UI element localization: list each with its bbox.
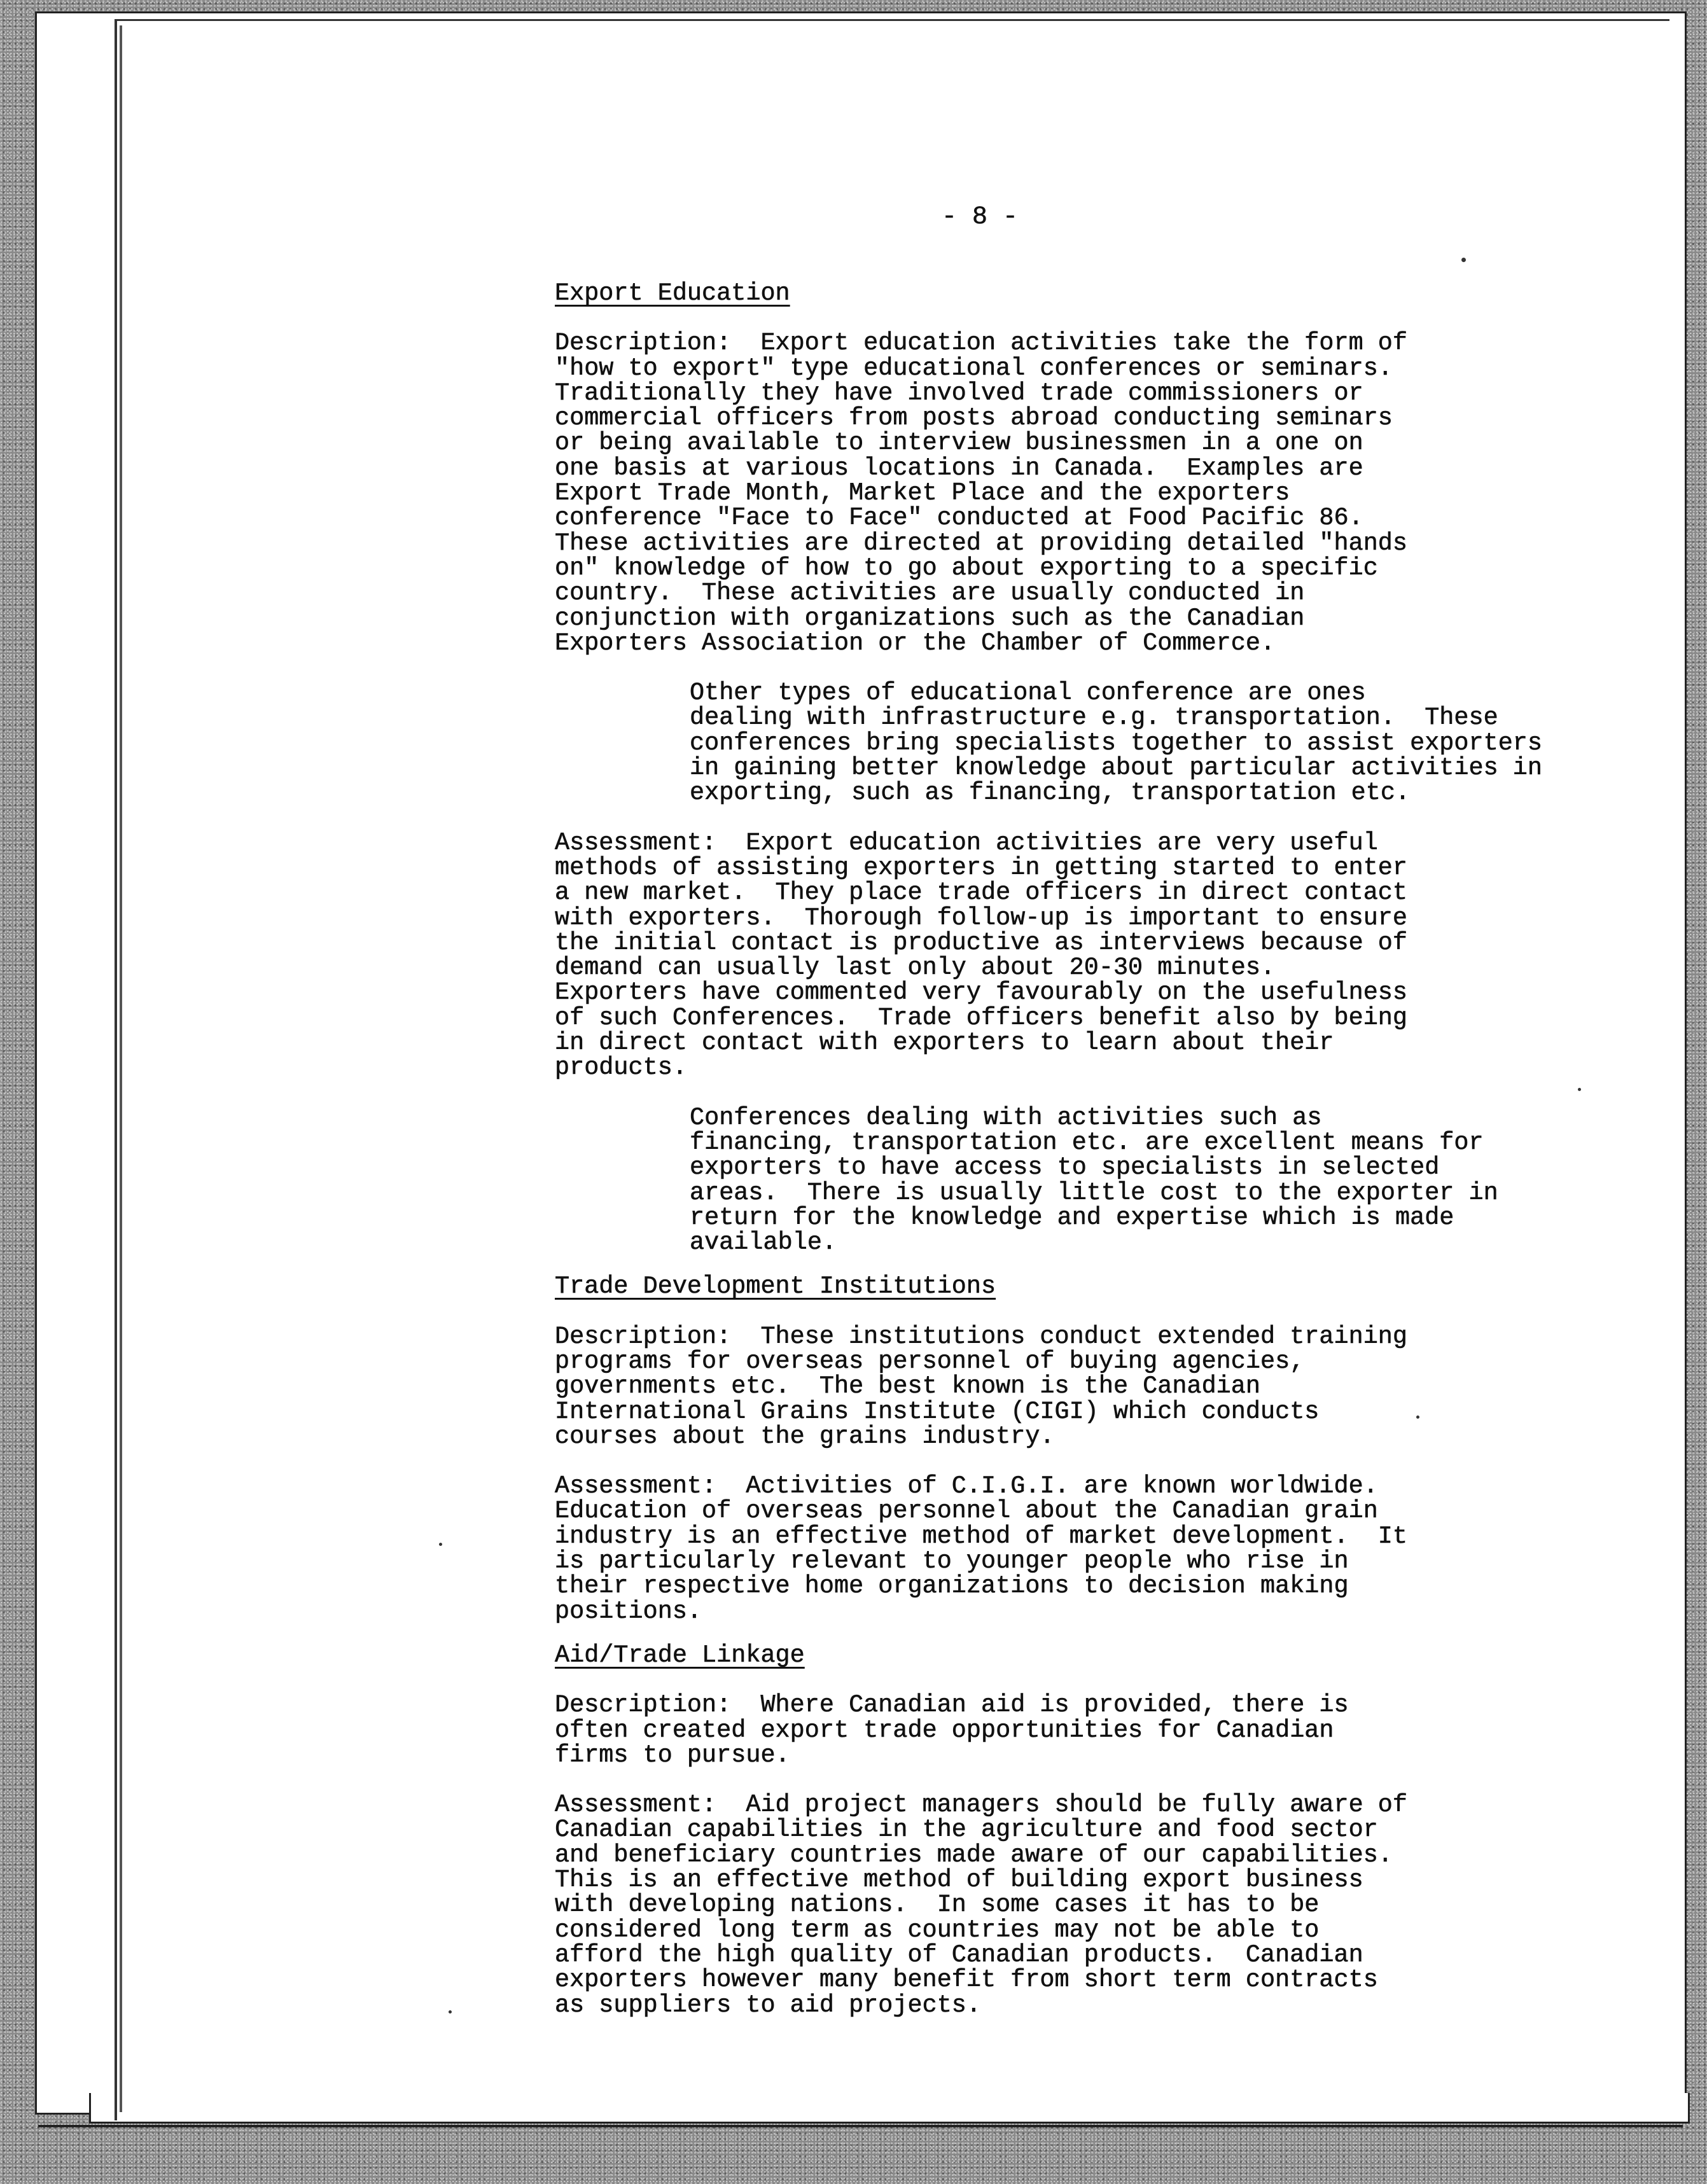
section-aid-trade-linkage [555,1643,1433,2018]
scan-speck [1578,1088,1581,1091]
section-heading: Aid/Trade Linkage [555,1641,805,1669]
body-paragraph: Conferences dealing with activities such as financing, transportation etc. are excellent means for exporters to have access to specialists in selected areas. There is usually little cost to the exporter in return for the knowledge and expertise which is made available. [690,1103,1498,1257]
assessment-paragraph: Assessment: Aid project managers should be fully aware of Canadian capabilities in the agriculture and food sector and beneficiary countries made aware of our capabilities. This is an effective method of building export business with developing nations. In some cases it has to be considered long term as countries may not be able to afford the high quality of Canadian products. Canadian exporters however many benefit from short term contracts as suppliers to aid projects. [555,1791,1408,2019]
section-heading: Trade Development Institutions [555,1272,996,1301]
assessment-paragraph: Assessment: Export education activities are very useful methods of assisting exporters in getting started to enter a new market. They place trade officers in direct contact with exporters. Thorough follow-up is important to ensure the initial contact is productive as interviews because of demand can usually last only about 20-30 minutes. Exporters have commented very favourably on the usefulness of such Conferences. Trade officers benefit also by being in direct contact with exporters to learn about their products. [555,828,1408,1082]
page-bottom-edge [38,2125,1683,2127]
body-paragraph: Other types of educational conference are ones dealing with infrastructure e.g. transportation. These conferences bring specialists together to assist exporters in gaining better knowledge about particular activities in exporting, such as financing, transportation etc. [690,679,1543,807]
assessment-paragraph: Assessment: Activities of C.I.G.I. are known worldwide. Education of overseas personnel about the Canadian grain industry is an effective method of market development. It is particularly relevant to younger people who rise in their respective home organizations to decision making positions. [555,1472,1408,1625]
page-edge [120,25,122,2112]
section-trade-development-institutions [555,1274,1433,1624]
page-number: - 8 - [942,203,1019,232]
scan-speck [449,2010,452,2014]
scan-speck [1461,258,1466,262]
description-paragraph: Description: Where Canadian aid is provided, there is often created export trade opportunities for Canadian firms to pursue. [555,1691,1349,1769]
document-body [555,279,1543,2019]
section-export-education [555,279,1543,1257]
description-paragraph: Description: These institutions conduct extended training programs for overseas personnel of buying agencies, governments etc. The best known is the Canadian International Grains Institute (CIGI) which conducts courses about the grains industry. [555,1322,1408,1450]
section-heading: Export Education [555,279,790,307]
description-paragraph: Description: Export education activities take the form of "how to export" type educational conferences or seminars. Traditionally they have involved trade commissioners or commercial officers from posts abroad conducting seminars or being available to interview businessmen in a one on one basis at various locations in Canada. Examples are Export Trade Month, Market Place and the exporters conference "Face to Face" conducted at Food Pacific 86. These activities are directed at providing detailed "hands on" knowledge of how to go about exporting to a specific country. These activities are usually conducted in conjunction with organizations such as the Canadian Exporters Association or the Chamber of Commerce. [555,329,1408,657]
scan-speck [439,1543,442,1546]
